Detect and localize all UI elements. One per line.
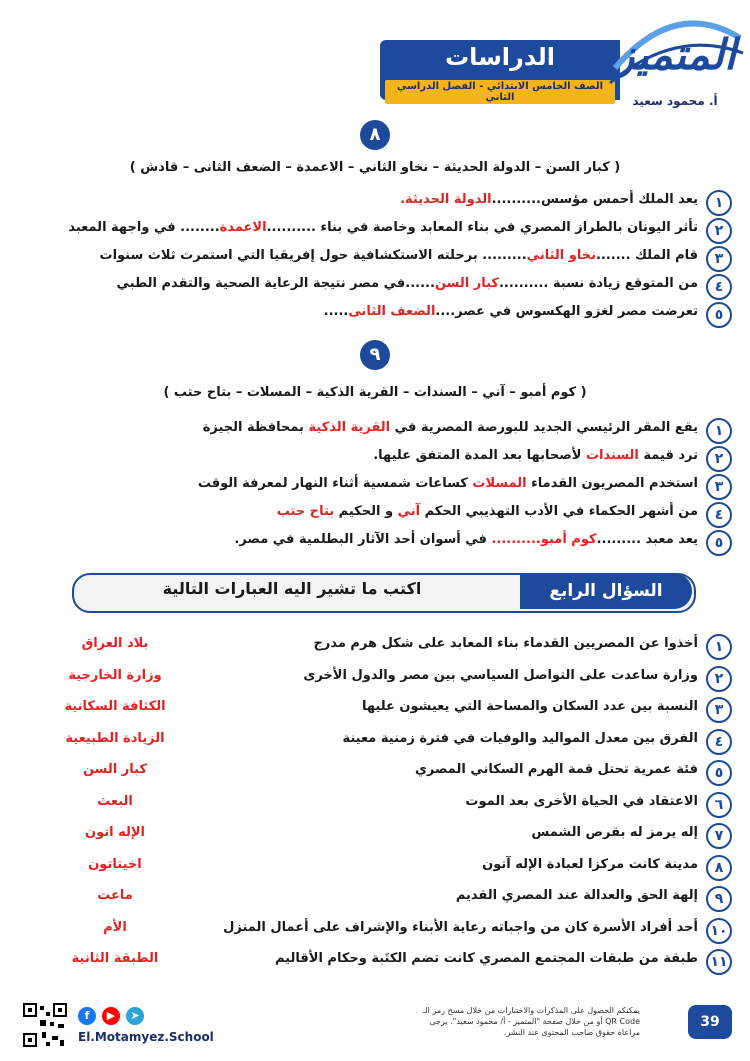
statement — [275, 951, 698, 966]
statement-text: ......... برحلته الاستكشافية حول إفريقيا التي استمرت ثلاث سنوات — [99, 248, 527, 263]
statement-text: تأثر اليونان بالطراز المصري في بناء المعابد وخاصة في بناء .......... — [266, 220, 698, 235]
statement — [234, 532, 698, 547]
word-bank: ( كبار السن – الدولة الحديثة – نخاو الثاني – الاعمدة – الضعف الثانى – قادش ) — [129, 160, 621, 175]
answer-text: اخيتاتون — [88, 856, 142, 872]
statement — [373, 448, 698, 463]
statement-text: طبقة من طبقات المجتمع المصري كانت تضم الكتَبة وحكام الأقاليم — [274, 951, 698, 966]
list-item — [32, 190, 732, 214]
item-number: ٧ — [706, 823, 732, 849]
statement-text: يعد معبد ......... — [596, 532, 698, 547]
statement — [362, 699, 698, 714]
statement-text: بمحافظة الجيزة — [202, 420, 309, 435]
item-number: ٨ — [706, 855, 732, 881]
item-number: ٣ — [706, 246, 732, 272]
item-number: ١٠ — [706, 918, 732, 944]
statement-text: وزارة ساعدت على التواصل السياسي بين مصر والدول الأخرى — [303, 667, 698, 683]
statement-text: قام الملك ....... — [595, 248, 698, 263]
statement — [100, 248, 698, 263]
page-title: الدراسات — [445, 43, 555, 71]
statement-text: كساعات شمسية أثناء النهار لمعرفة الوقت — [197, 476, 473, 491]
item-number: ١ — [706, 634, 732, 660]
item-number: ٤ — [706, 729, 732, 755]
item-number: ٢ — [706, 666, 732, 692]
statement-text: من أشهر الحكماء في الأدب التهذيبي الحكم — [420, 504, 698, 519]
item-number: ١ — [706, 418, 732, 444]
statement — [482, 857, 698, 872]
list-item — [32, 418, 732, 442]
item-number: ٩ — [706, 886, 732, 912]
statement-text: تعرضت مصر لغزو الهكسوس في عصر.... — [435, 304, 698, 319]
statement — [117, 276, 698, 291]
statement-text: إلهة الحق والعدالة عند المصري القديم — [455, 888, 698, 903]
item-number: ٣ — [706, 697, 732, 723]
answer-text: وزارة الخارجية — [68, 667, 162, 683]
item-number: ١ — [706, 190, 732, 216]
footer-note: يمكنكم الحصول على المذكرات والاختبارات من خلال مسح رمز الـ QR Code أو من خلال صفحة "المتميز - أ/ محمود سعيد". يرجى مراعاة حقوق صاحب المحتوى عند النشر. — [422, 1006, 640, 1037]
grade-subtitle: الصف الخامس الابتدائي - الفصل الدراسي الثاني — [385, 80, 615, 104]
answer-text: كبار السن — [82, 762, 148, 777]
answer-text: بلاد العراق — [81, 636, 149, 651]
item-number: ٤ — [706, 502, 732, 528]
statement-text: و الحكيم — [334, 504, 398, 519]
statement-text: مدينة كانت مركزا لعبادة الإله آتون — [482, 856, 698, 872]
answer-text: الزيادة الطبيعية — [65, 730, 165, 746]
word-bank: ( كوم أمبو – آني – السندات – القرية الذكية – المسلات – بتاح حتب ) — [163, 385, 587, 400]
statement-text: الفرق بين معدل المواليد والوفيات في فترة زمنية معينة — [342, 730, 698, 746]
answer-text: كوم أمبو.......... — [491, 532, 597, 547]
list-item — [32, 502, 732, 526]
website-link[interactable]: El.Motamyez.School — [78, 1030, 214, 1044]
list-item — [32, 246, 732, 270]
section-number-badge: ٩ — [360, 340, 390, 370]
page-number: 39 — [688, 1005, 732, 1039]
item-number: ٤ — [706, 274, 732, 300]
item-number: ٥ — [706, 760, 732, 786]
question-label: السؤال الرابع — [520, 573, 692, 609]
statement — [303, 668, 698, 683]
item-number: ٢ — [706, 218, 732, 244]
statement-text: النسبة بين عدد السكان والمساحة التي يعيشون عليها — [361, 699, 698, 714]
statement-text: فئة عمرية تحتل قمة الهرم السكاني المصري — [414, 762, 698, 777]
answer-text: ماعت — [97, 888, 133, 903]
statement-text: يعد الملك أحمس مؤسس.......... — [491, 192, 698, 207]
statement — [456, 888, 698, 903]
answer-text: المسلات — [472, 476, 527, 491]
statement-text: ..... — [323, 304, 349, 319]
brand-logo: المتميز — [614, 30, 736, 79]
statement — [324, 304, 698, 319]
answer-text: الطبقة الثانية — [71, 951, 159, 966]
answer-text: السندات — [585, 448, 639, 463]
list-item — [32, 530, 732, 554]
statement-text: ......في مصر نتيجة الرعاية الصحية والتقدم الطبي — [116, 276, 435, 291]
answer-text: نخاو الثاني — [526, 248, 596, 263]
statement-text: يقع المقر الرئيسي الجديد للبورصة المصرية في — [390, 420, 698, 435]
section-number-badge: ٨ — [360, 120, 390, 150]
statement-text: في أسوان أحد الآثار البطلمية في مصر. — [234, 532, 492, 547]
list-item — [32, 218, 732, 242]
statement-text: لأصحابها بعد المدة المتفق عليها. — [373, 448, 586, 463]
answer-text: الكثافة السكانية — [64, 699, 166, 714]
statement — [198, 476, 698, 491]
answer-text: البعث — [97, 793, 133, 809]
author-name: أ. محمود سعيد — [632, 94, 718, 108]
youtube-icon[interactable]: ▶ — [102, 1007, 120, 1025]
statement-text: أخذوا عن المصريين القدماء بناء المعابد على شكل هرم مدرج — [313, 636, 698, 651]
statement — [400, 192, 698, 207]
statement-text: من المتوقع زيادة نسبة .......... — [498, 276, 698, 291]
statement — [68, 220, 698, 235]
item-number: ٦ — [706, 792, 732, 818]
statement — [342, 731, 698, 746]
answer-text: الدولة الحديثة. — [400, 192, 492, 207]
statement-text: ........ في واجهة المعبد — [68, 220, 220, 235]
statement-text: استخدم المصريون القدماء — [526, 476, 698, 491]
answer-text: القرية الذكية — [308, 420, 391, 435]
statement — [313, 636, 698, 651]
statement-text: الاعتقاد في الحياة الأخرى بعد الموت — [465, 793, 698, 809]
answer-text: آني — [397, 504, 421, 519]
statement — [277, 504, 698, 519]
list-item — [32, 274, 732, 298]
statement-text: إله يرمز له بقرص الشمس — [531, 825, 698, 840]
statement — [531, 825, 698, 840]
answer-text: بتاح حتب — [276, 504, 335, 519]
list-item — [32, 474, 732, 498]
statement — [415, 762, 698, 777]
list-item — [32, 446, 732, 470]
item-number: ٥ — [706, 302, 732, 328]
answer-text: الضعف الثانى — [348, 304, 436, 319]
item-number: ٥ — [706, 530, 732, 556]
statement — [203, 420, 698, 435]
item-number: ١١ — [706, 949, 732, 975]
statement-text: أحد أفراد الأسرة كان من واجباته رعاية الأبناء والإشراف على أعمال المنزل — [223, 919, 698, 935]
item-number: ٣ — [706, 474, 732, 500]
telegram-icon[interactable]: ➤ — [126, 1007, 144, 1025]
facebook-icon[interactable]: f — [78, 1007, 96, 1025]
answer-text: الإله اتون — [84, 825, 145, 840]
answer-text: الأم — [103, 919, 127, 935]
statement — [465, 794, 698, 809]
question-instruction: اكتب ما تشير اليه العبارات التالية — [162, 579, 422, 598]
answer-text: الاعمدة — [219, 220, 267, 235]
item-number: ٢ — [706, 446, 732, 472]
answer-text: كبار السن — [434, 276, 499, 291]
qr-code — [22, 1002, 68, 1048]
statement — [223, 920, 698, 935]
statement-text: ترد قيمة — [638, 448, 698, 463]
list-item — [32, 302, 732, 326]
